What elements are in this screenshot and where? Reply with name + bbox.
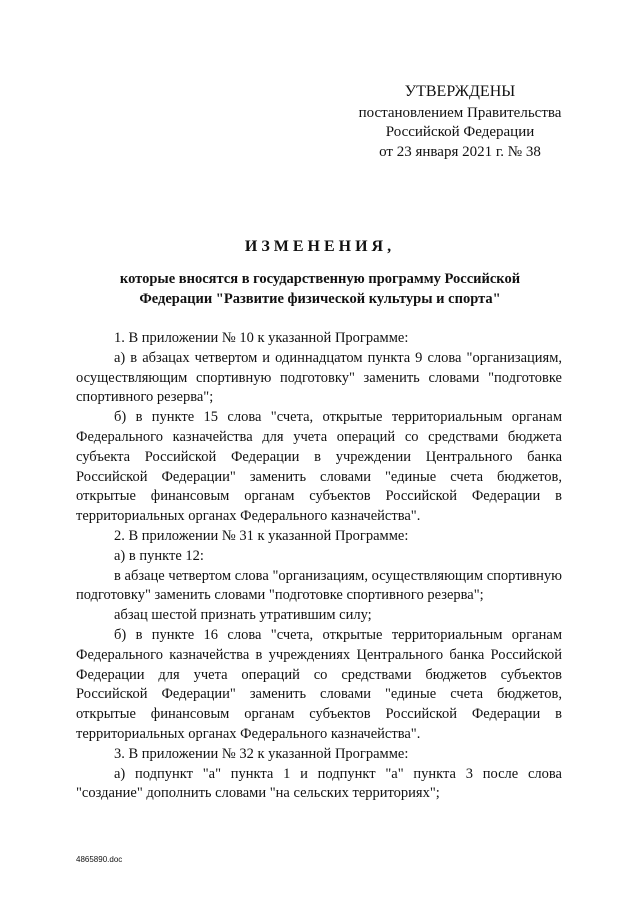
paragraph-2: а) в абзацах четвертом и одиннадцатом пункта 9 слова "организациям, осуществляющим спортивную подготовку" заменить словами "подготовке спортивного резерва";: [76, 349, 562, 406]
paragraph-4: 2. В приложении № 31 к указанной Программе:: [114, 527, 409, 544]
paragraph-9: 3. В приложении № 32 к указанной Программе:: [114, 745, 409, 762]
document-footer-id: 4865890.doc: [76, 855, 123, 864]
approval-line-1: постановлением Правительства: [358, 104, 562, 121]
document-title: ИЗМЕНЕНИЯ,: [244, 238, 396, 255]
document-subtitle: [60, 270, 580, 309]
approval-title: УТВЕРЖДЕНЫ: [404, 83, 516, 100]
paragraph-1: 1. В приложении № 10 к указанной Программе:: [114, 330, 409, 346]
approval-line-2: Российской Федерации: [385, 124, 535, 140]
paragraph-6: в абзаце четвертом слова "организациям, осуществляющим спортивную подготовку" заменить словами "подготовке спортивного резерва";: [76, 567, 562, 604]
paragraph-10: а) подпункт "а" пункта 1 и подпункт "а" пункта 3 после слова "создание" дополнить словами "на сельских территориях";: [76, 765, 562, 802]
subtitle-line-2: Федерации "Развитие физической культуры и спорта": [139, 290, 501, 307]
paragraph-8: б) в пункте 16 слова "счета, открытые территориальным органам Федерального казначейства в учреждениях Центрального банка Российской Федерации для учета операций со средствами бюджетов субъектов Российской Федерации" заменить словами "единые счета бюджетов, открытые финансовым органам субъектов Российской Федерации в территориальных органах Федерального казначейства".: [76, 626, 562, 742]
paragraph-7: абзац шестой признать утратившим силу;: [114, 607, 372, 624]
document-heading: [60, 238, 580, 309]
approval-line-3: от 23 января 2021 г. № 38: [379, 143, 541, 160]
paragraph-5: а) в пункте 12:: [114, 547, 204, 564]
approval-block: [330, 82, 590, 162]
document-body: [76, 329, 562, 804]
paragraph-3: б) в пункте 15 слова "счета, открытые территориальным органам Федерального казначейства для учета операций со средствами бюджета субъекта Российской Федерации в учреждении Центрального банка Российской Федерации" заменить словами "единые счета бюджетов, открытые финансовым органам субъектов Российской Федерации в территориальных органах Федерального казначейства".: [76, 409, 562, 525]
subtitle-line-1: которые вносятся в государственную программу Российской: [119, 271, 521, 287]
